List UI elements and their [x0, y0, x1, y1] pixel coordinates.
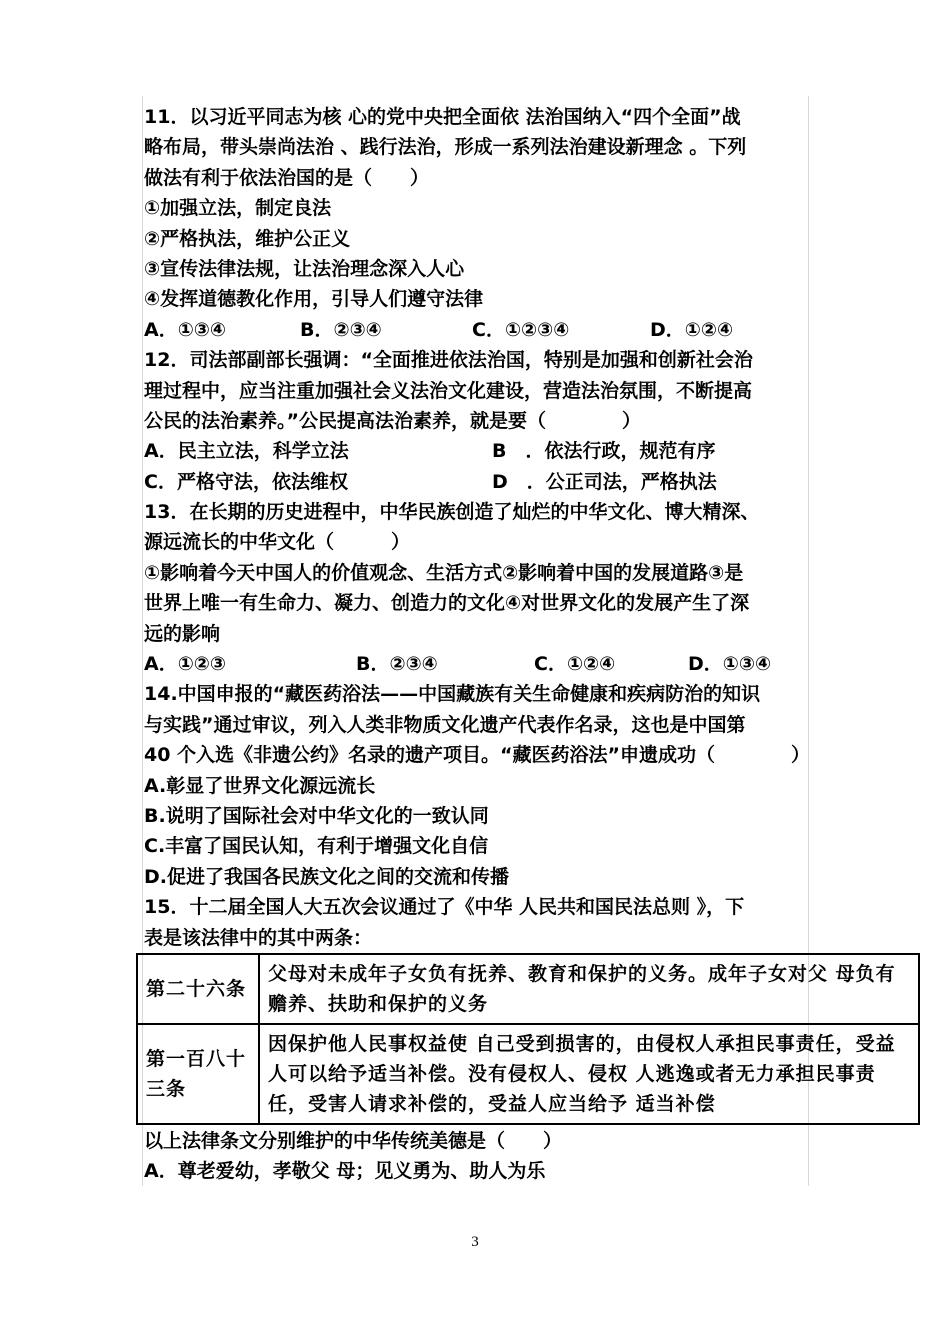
q13-option-b: B．②③④	[356, 653, 438, 676]
q13-statement-line-3: 远的影响	[144, 622, 221, 645]
q14-option-c: C.丰富了国民认知，有利于增强文化自信	[144, 835, 489, 858]
page-number: 3	[471, 1234, 479, 1250]
q12-options-cd	[144, 467, 834, 497]
q13-stem-line-2: 源远流长的中华文化（ ）	[144, 531, 411, 554]
q11-option-c: C．①②③④	[472, 318, 570, 341]
law-articles-table	[136, 953, 920, 1125]
q14-stem-line-1: 14.中国申报的“藏医药浴法——中国藏族有关生命健康和疾病防治的知识	[144, 683, 761, 706]
q13-option-d: D．①③④	[688, 653, 772, 676]
q11-stem-line-1: 11．以习近平同志为核 心的党中央把全面依 法治国纳入“四个全面”战	[144, 106, 741, 128]
q13-statement-line-2: 世界上唯一有生命力、凝力、创造力的文化④对世界文化的发展产生了深	[144, 592, 750, 615]
q11-options	[144, 315, 834, 345]
q12-option-d: D ．公正司法，严格执法	[492, 470, 717, 493]
q11-statement-4: ④发挥道德教化作用，引导人们遵守法律	[144, 288, 484, 311]
q14-stem-line-2: 与实践”通过审议，列入人类非物质文化遗产代表作名录，这也是中国第	[144, 713, 746, 736]
q12-options-ab	[144, 436, 834, 466]
article-label: 第二十六条	[137, 954, 259, 1024]
q13-statement-line-1: ①影响着今天中国人的价值观念、生活方式②影响着中国的发展道路③是	[144, 561, 744, 584]
q11-statement-1: ①加强立法，制定良法	[144, 197, 332, 220]
q15-continuation	[144, 1126, 844, 1187]
q11-stem-line-3: 做法有利于依法治国的是（ ）	[144, 166, 430, 189]
q14-option-b: B.说明了国际社会对中华文化的一致认同	[144, 804, 489, 827]
q14-option-a: A.彰显了世界文化源远流长	[144, 774, 376, 797]
q15-question: 以上法律条文分别维护的中华传统美德是（ ）	[144, 1130, 563, 1152]
table-row	[137, 1024, 919, 1124]
article-label: 第一百八十三条	[137, 1024, 259, 1124]
q15-stem-line-2: 表是该法律中的其中两条：	[144, 926, 373, 949]
q11-option-b: B．②③④	[300, 318, 382, 341]
q14-stem-line-3: 40 个入选《非遗公约》名录的遗产项目。“藏医药浴法”申遗成功（ ）	[144, 744, 811, 767]
q14-option-d: D.促进了我国各民族文化之间的交流和传播	[144, 865, 509, 888]
q12-stem-line-3: 公民的法治素养。”公民提高法治素养，就是要（ ）	[144, 409, 641, 432]
article-text: 因保护他人民事权益使 自己受到损害的，由侵权人承担民事责任，受益人可以给予适当补偿。没有侵权人、侵权 人逃逸或者无力承担民事责任，受害人请求补偿的，受益人应当给予 适当补偿	[259, 1024, 919, 1124]
q13-options	[144, 649, 834, 679]
q11-option-d: D．①②④	[650, 318, 734, 341]
question-list	[144, 102, 834, 953]
q11-statement-2: ②严格执法，维护公正义	[144, 227, 351, 250]
q13-stem-line-1: 13．在长期的历史进程中，中华民族创造了灿烂的中华文化、博大精深、	[144, 501, 760, 524]
q12-option-a: A．民主立法，科学立法	[144, 440, 349, 463]
q15-stem-line-1: 15．十二届全国人大五次会议通过了《中华 人民共和国民法总则 》，下	[144, 896, 745, 919]
q11-stem-line-2: 略布局，带头崇尚法治 、践行法治，形成一系列法治建设新理念 。下列	[144, 136, 747, 159]
q12-stem-line-2: 理过程中，应当注重加强社会义法治文化建设，营造法治氛围，不断提高	[144, 379, 753, 402]
q11-statement-3: ③宣传法律法规，让法治理念深入人心	[144, 257, 465, 280]
table-row	[137, 954, 919, 1024]
q11-option-a: A．①③④	[144, 318, 226, 341]
q12-stem-line-1: 12．司法部副部长强调：“全面推进依法治国，特别是加强和创新社会治	[144, 349, 753, 372]
q13-option-a: A．①②③	[144, 653, 226, 676]
q15-option-a: A．尊老爱幼，孝敬父 母；见义勇为、助人为乐	[144, 1160, 546, 1183]
q12-option-c: C．严格守法，依法维权	[144, 470, 348, 493]
q13-option-c: C．①②④	[534, 653, 616, 676]
q12-option-b: B ．依法行政，规范有序	[492, 440, 716, 463]
article-text: 父母对未成年子女负有抚养、教育和保护的义务。成年子女对父 母负有赡养、扶助和保护的义务	[259, 954, 919, 1024]
